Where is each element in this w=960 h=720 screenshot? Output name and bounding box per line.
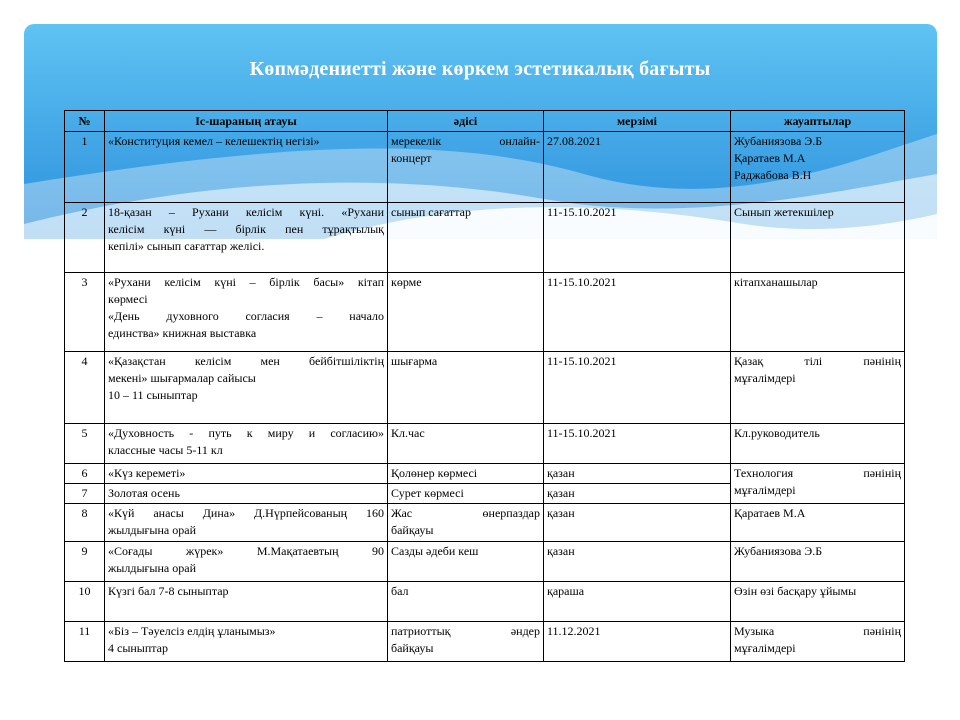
responsible-cell	[731, 273, 905, 352]
name-line: кепілі» сынып сағаттар желісі.	[108, 239, 265, 253]
page-title: Көпмәдениетті және көркем эстетикалық бағыты	[249, 58, 711, 80]
name-line: единства» книжная выставка	[108, 326, 257, 340]
date-cell: қараша	[544, 582, 731, 622]
name-line: Күзгі бал 7-8 сыныптар	[108, 584, 229, 598]
method-cell	[388, 424, 544, 464]
name-line: «Духовность - путь к миру и согласию»	[108, 426, 384, 440]
table-row	[65, 464, 905, 484]
row-number: 10	[65, 582, 105, 622]
name-line: «День духовного согласия – начало	[108, 309, 384, 323]
col-header-event-name: Іс-шараның атауы	[105, 111, 388, 132]
name-line: мекені» шығармалар сайысы	[108, 371, 256, 385]
resp-line: Кл.руководитель	[734, 426, 820, 440]
event-name-cell	[105, 203, 388, 273]
method-cell	[388, 542, 544, 582]
method-line: Жас өнерпаздар	[391, 506, 540, 520]
row-number: 2	[65, 203, 105, 273]
table-header-row	[65, 111, 905, 132]
name-line: 4 сыныптар	[108, 641, 169, 655]
responsible-cell	[731, 504, 905, 542]
name-line: «Қазақстан келісім мен бейбітшіліктің	[108, 354, 384, 368]
col-header-method: әдісі	[388, 111, 544, 132]
table-row	[65, 542, 905, 582]
resp-line: Қаратаев М.А	[734, 151, 806, 165]
name-line: жылдығына орай	[108, 561, 196, 575]
name-line: «Біз – Тәуелсіз елдің ұланымыз»	[108, 624, 276, 638]
row-number: 11	[65, 622, 105, 662]
resp-line: Қаратаев М.А	[734, 506, 806, 520]
row-number: 8	[65, 504, 105, 542]
event-name-cell	[105, 464, 388, 484]
date-cell: 11-15.10.2021	[544, 352, 731, 424]
table-row	[65, 504, 905, 542]
event-name-cell	[105, 542, 388, 582]
table-row	[65, 273, 905, 352]
method-cell	[388, 273, 544, 352]
method-cell	[388, 484, 544, 504]
event-name-cell	[105, 484, 388, 504]
name-line: келісім күні — бірлік пен тұрақтылық	[108, 222, 384, 236]
resp-line: Қазақ тілі пәнінің	[734, 354, 901, 368]
col-header-date: мерзімі	[544, 111, 731, 132]
name-line: 10 – 11 сыныптар	[108, 388, 198, 402]
method-line: Кл.час	[391, 426, 425, 440]
method-line: байқауы	[391, 641, 434, 655]
row-number: 4	[65, 352, 105, 424]
date-cell: қазан	[544, 484, 731, 504]
row-number: 1	[65, 132, 105, 203]
responsible-cell	[731, 582, 905, 622]
name-line: көрмесі	[108, 292, 148, 306]
row-number: 6	[65, 464, 105, 484]
col-header-number: №	[65, 111, 105, 132]
resp-line: Сынып жетекшілер	[734, 205, 834, 219]
table-row	[65, 582, 905, 622]
event-name-cell	[105, 273, 388, 352]
date-cell: қазан	[544, 542, 731, 582]
method-line: концерт	[391, 151, 432, 165]
event-name-cell	[105, 622, 388, 662]
event-name-cell	[105, 352, 388, 424]
table-row	[65, 622, 905, 662]
method-line: Сазды әдеби кеш	[391, 544, 479, 558]
table-row	[65, 352, 905, 424]
method-line: Қолөнер көрмесі	[391, 466, 478, 480]
date-cell: 11.12.2021	[544, 622, 731, 662]
method-line: бал	[391, 584, 409, 598]
name-line: «Конституция кемел – келешектің негізі»	[108, 134, 320, 148]
method-cell	[388, 203, 544, 273]
row-number: 7	[65, 484, 105, 504]
method-cell	[388, 352, 544, 424]
name-line: «Күз кереметі»	[108, 466, 186, 480]
date-cell: қазан	[544, 504, 731, 542]
responsible-cell	[731, 622, 905, 662]
method-cell	[388, 582, 544, 622]
date-cell: 11-15.10.2021	[544, 273, 731, 352]
resp-line: Музыка пәнінің	[734, 624, 901, 638]
col-header-responsible: жауаптылар	[731, 111, 905, 132]
method-line: байқауы	[391, 523, 434, 537]
responsible-cell	[731, 203, 905, 273]
responsible-cell	[731, 424, 905, 464]
resp-line: мұғалімдері	[734, 483, 796, 497]
date-cell: 11-15.10.2021	[544, 203, 731, 273]
method-cell	[388, 622, 544, 662]
name-line: Золотая осень	[108, 486, 180, 500]
name-line: «Рухани келісім күні – бірлік басы» кітап	[108, 275, 384, 289]
method-cell	[388, 464, 544, 484]
resp-line: кітапханашылар	[734, 275, 818, 289]
resp-line: мұғалімдері	[734, 641, 796, 655]
resp-line: Жубаниязова Э.Б	[734, 134, 823, 148]
table-row	[65, 424, 905, 464]
resp-line: Өзін өзі басқару ұйымы	[734, 584, 857, 598]
event-name-cell	[105, 132, 388, 203]
row-number: 5	[65, 424, 105, 464]
method-line: мерекелік онлайн-	[391, 134, 540, 148]
method-line: патриоттық әндер	[391, 624, 540, 638]
row-number: 3	[65, 273, 105, 352]
event-name-cell	[105, 582, 388, 622]
method-line: сынып сағаттар	[391, 205, 471, 219]
date-cell: қазан	[544, 464, 731, 484]
row-number: 9	[65, 542, 105, 582]
resp-line: Раджабова В.Н	[734, 168, 812, 182]
responsible-cell	[731, 464, 905, 504]
name-line: «Күй анасы Дина» Д.Нүрпейсованың 160	[108, 506, 384, 520]
date-cell: 27.08.2021	[544, 132, 731, 203]
responsible-cell	[731, 352, 905, 424]
name-line: классные часы 5-11 кл	[108, 443, 223, 457]
event-name-cell	[105, 424, 388, 464]
method-cell	[388, 132, 544, 203]
responsible-cell	[731, 132, 905, 203]
resp-line: Жубаниязова Э.Б	[734, 544, 823, 558]
name-line: жылдығына орай	[108, 523, 196, 537]
responsible-cell	[731, 542, 905, 582]
method-line: шығарма	[391, 354, 438, 368]
name-line: «Соғады жүрек» М.Мақатаевтың 90	[108, 544, 384, 558]
table-row	[65, 203, 905, 273]
name-line: 18-қазан – Рухани келісім күні. «Рухани	[108, 205, 384, 219]
date-cell: 11-15.10.2021	[544, 424, 731, 464]
table-row	[65, 132, 905, 203]
method-cell	[388, 504, 544, 542]
resp-line: Технология пәнінің	[734, 466, 901, 480]
event-name-cell	[105, 504, 388, 542]
method-line: көрме	[391, 275, 422, 289]
events-table	[64, 110, 905, 662]
method-line: Сурет көрмесі	[391, 486, 464, 500]
resp-line: мұғалімдері	[734, 371, 796, 385]
